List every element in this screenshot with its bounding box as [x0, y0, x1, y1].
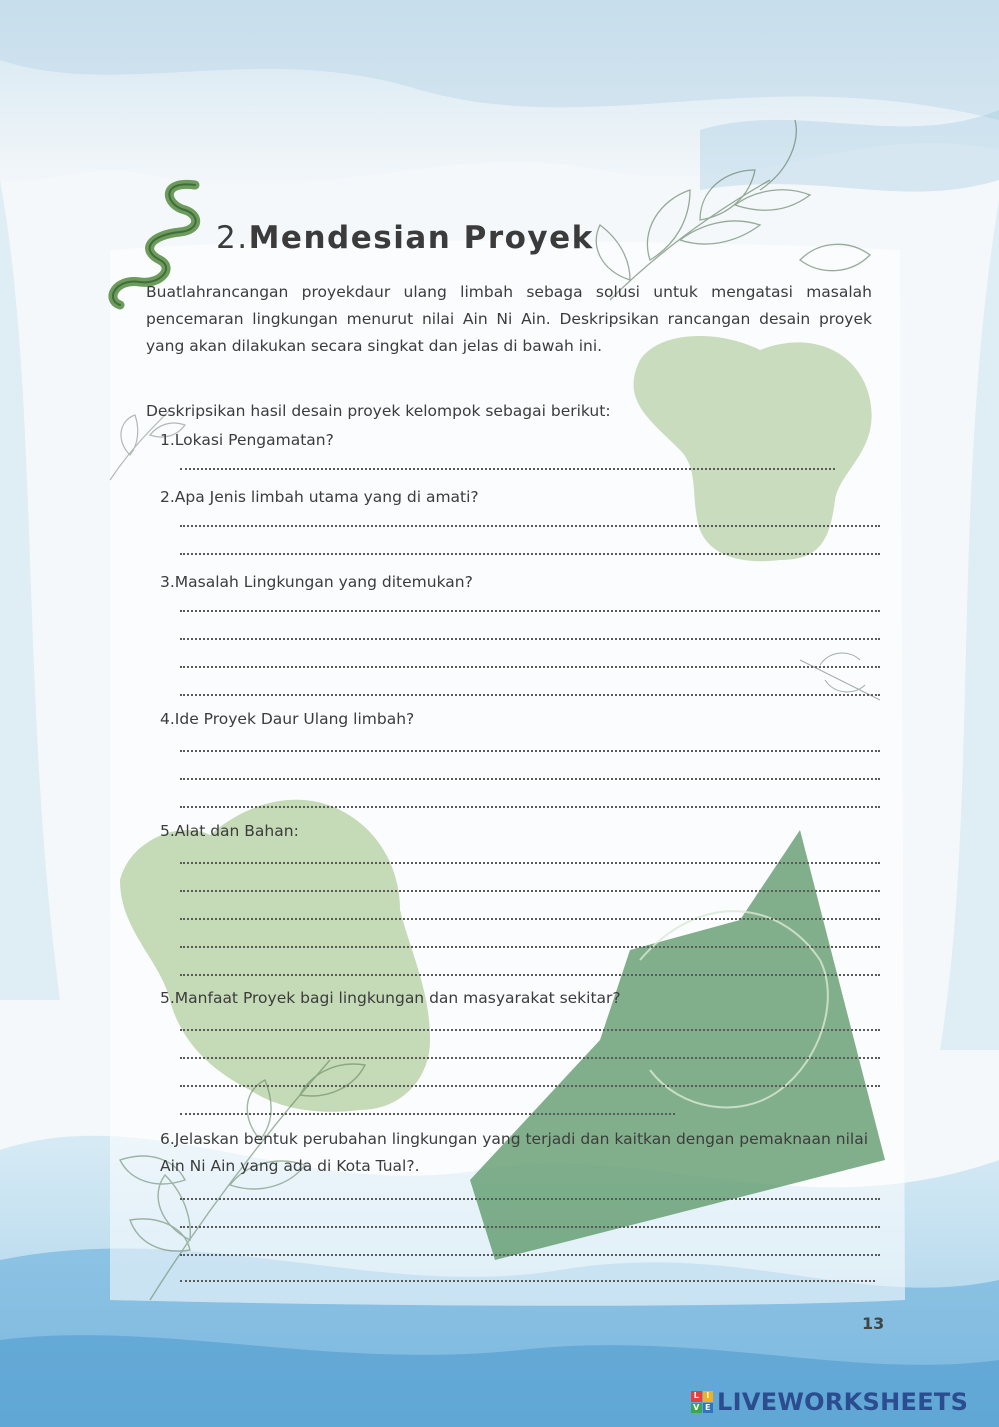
answer-line-q5-3[interactable]: [180, 918, 880, 920]
answer-line-q3-2[interactable]: [180, 638, 880, 640]
answer-line-manfaat-4[interactable]: [180, 1113, 675, 1115]
answer-line-q2-2[interactable]: [180, 553, 880, 555]
instruction-subheading: Deskripsikan hasil desain proyek kelompok sebagai berikut:: [146, 402, 611, 420]
question-3-label: 3.Masalah Lingkungan yang ditemukan?: [160, 573, 473, 591]
answer-line-q4-3[interactable]: [180, 806, 880, 808]
answer-line-q6-4[interactable]: [180, 1280, 875, 1282]
answer-line-manfaat-1[interactable]: [180, 1029, 880, 1031]
page-number: 13: [862, 1314, 885, 1333]
question-manfaat-label: 5.Manfaat Proyek bagi lingkungan dan masyarakat sekitar?: [160, 989, 621, 1007]
intro-paragraph: Buatlahrancangan proyekdaur ulang limbah sebaga solusi untuk mengatasi masalah pencemaran lingkungan menurut nilai Ain Ni Ain. Deskripsikan rancangan desain proyek yang akan dilakukan secara singkat dan jelas di bawah ini.: [146, 283, 872, 355]
question-2-label: 2.Apa Jenis limbah utama yang di amati?: [160, 488, 479, 506]
question-5-label: 5.Alat dan Bahan:: [160, 822, 299, 840]
answer-line-q4-2[interactable]: [180, 778, 880, 780]
question-4-label: 4.Ide Proyek Daur Ulang limbah?: [160, 710, 415, 728]
answer-line-q4-1[interactable]: [180, 750, 880, 752]
section-title-text: Mendesian Proyek: [248, 220, 594, 256]
question-6-label: 6.Jelaskan bentuk perubahan lingkungan yang terjadi dan kaitkan dengan pemaknaan nilai Ain Ni Ain yang ada di Kota Tual?.: [160, 1130, 869, 1175]
answer-line-q5-1[interactable]: [180, 862, 880, 864]
section-number: 2.: [216, 220, 249, 256]
section-title: [216, 220, 594, 256]
answer-line-q3-1[interactable]: [180, 610, 880, 612]
answer-line-q5-4[interactable]: [180, 946, 880, 948]
answer-line-q6-2[interactable]: [180, 1226, 880, 1228]
answer-line-q6-1[interactable]: [180, 1198, 880, 1200]
answer-line-q5-2[interactable]: [180, 890, 880, 892]
answer-line-q5-5[interactable]: [180, 974, 880, 976]
answer-line-manfaat-2[interactable]: [180, 1057, 880, 1059]
answer-line-manfaat-3[interactable]: [180, 1085, 880, 1087]
answer-line-q3-3[interactable]: [180, 666, 880, 668]
answer-line-q2-1[interactable]: [180, 525, 880, 527]
answer-line-q6-3[interactable]: [180, 1254, 880, 1256]
brand-name: LIVEWORKSHEETS: [717, 1388, 969, 1416]
liveworksheets-brand[interactable]: [691, 1388, 968, 1416]
answer-line-q3-4[interactable]: [180, 694, 880, 696]
answer-line-q1-1[interactable]: [180, 468, 835, 470]
liveworksheets-logo-icon: L I V E: [691, 1391, 713, 1413]
question-1-label: 1.Lokasi Pengamatan?: [160, 431, 334, 449]
